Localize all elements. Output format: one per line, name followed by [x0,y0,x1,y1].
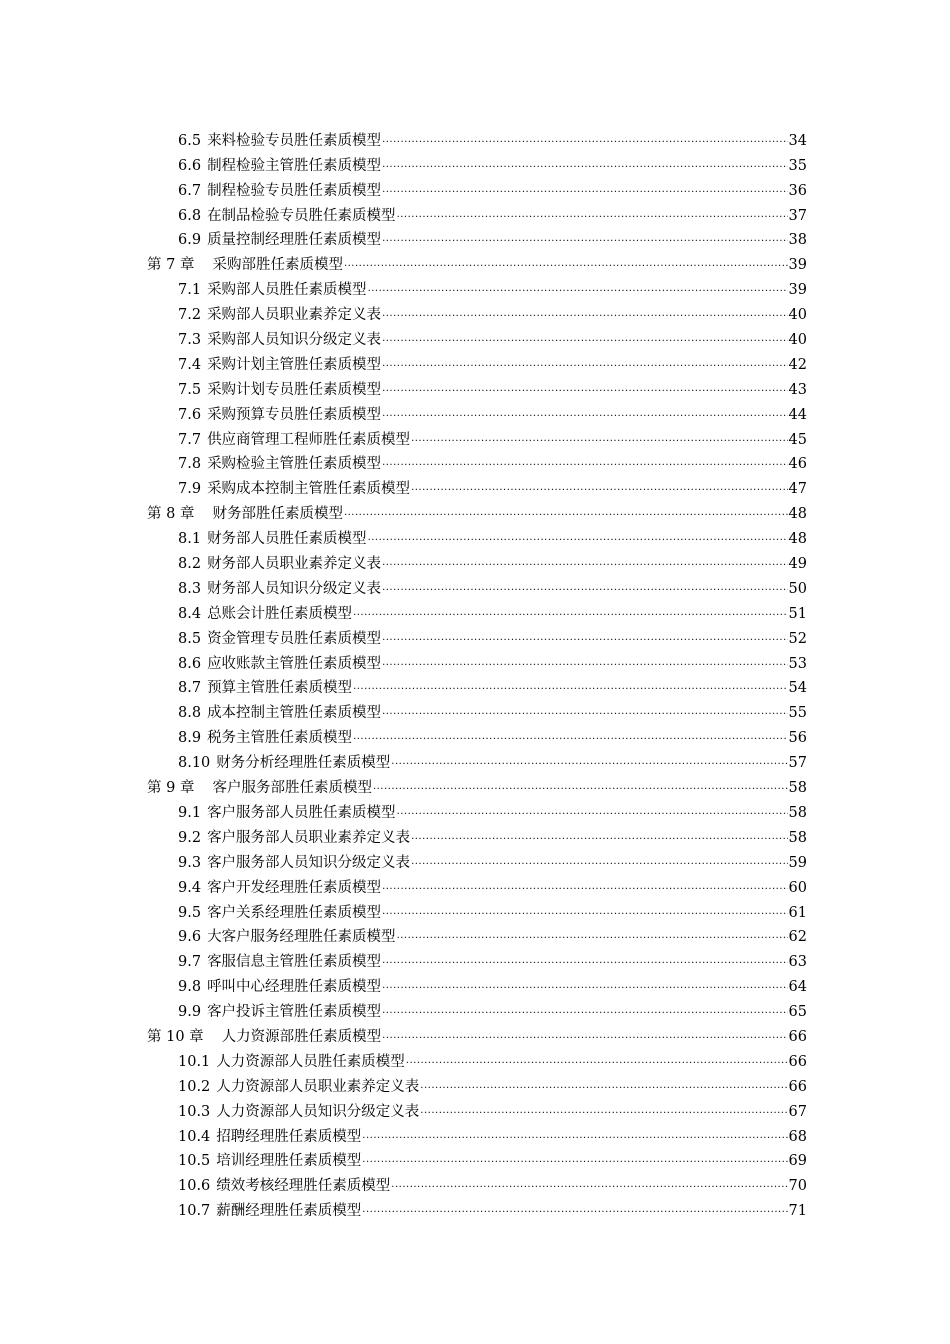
toc-entry-number: 9.7 [178,954,202,971]
toc-section-entry[interactable] [147,623,807,648]
toc-dot-leader [411,830,787,844]
toc-dot-leader [391,1178,787,1192]
toc-entry-title: 财务分析经理胜任素质模型 [216,755,391,772]
toc-entry-title: 采购预算专员胜任素质模型 [207,406,382,423]
toc-section-entry[interactable] [147,573,807,598]
toc-entry-page-number: 62 [788,929,807,946]
toc-entry-title: 税务主管胜任素质模型 [207,730,353,747]
toc-section-entry[interactable] [147,1046,807,1071]
toc-dot-leader [353,730,787,744]
toc-entry-page-number: 50 [788,580,807,597]
toc-section-entry[interactable] [147,722,807,747]
toc-entry-title: 采购计划主管胜任素质模型 [207,356,382,373]
toc-entry-page-number: 58 [788,780,807,797]
toc-entry-title: 客户开发经理胜任素质模型 [207,879,382,896]
toc-entry-number: 6.5 [178,132,202,149]
toc-entry-page-number: 44 [788,406,807,423]
toc-dot-leader [344,506,788,520]
toc-entry-number: 7.3 [178,332,202,349]
toc-entry-page-number: 68 [788,1128,807,1145]
toc-section-entry[interactable] [147,523,807,548]
toc-chapter-entry[interactable] [147,1021,807,1046]
toc-entry-page-number: 66 [788,1078,807,1095]
toc-dot-leader [382,954,787,968]
toc-section-entry[interactable] [147,847,807,872]
toc-dot-leader [368,531,788,545]
toc-entry-page-number: 40 [788,307,807,324]
toc-dot-leader [373,780,788,794]
toc-entry-page-number: 37 [788,207,807,224]
toc-dot-leader [353,606,787,620]
toc-entry-number: 9.3 [178,854,202,871]
toc-section-entry[interactable] [147,399,807,424]
toc-entry-number: 10.2 [178,1078,211,1095]
toc-entry-number: 8.6 [178,655,202,672]
toc-chapter-entry[interactable] [147,249,807,274]
toc-dot-leader [382,705,787,719]
toc-section-entry[interactable] [147,225,807,250]
toc-entry-number: 7.2 [178,307,202,324]
toc-section-entry[interactable] [147,374,807,399]
toc-entry-page-number: 40 [788,332,807,349]
toc-entry-number: 8.10 [178,755,211,772]
toc-entry-number: 10.7 [178,1203,211,1220]
toc-entry-page-number: 46 [788,456,807,473]
toc-entry-title: 采购部胜任素质模型 [212,257,343,274]
toc-entry-number: 9.9 [178,1004,202,1021]
toc-entry-page-number: 35 [788,157,807,174]
toc-entry-number: 第 10 章 [147,1028,204,1045]
toc-dot-leader [382,656,787,670]
toc-entry-number: 10.1 [178,1053,211,1070]
toc-dot-leader [344,257,788,271]
toc-entry-page-number: 58 [788,804,807,821]
toc-entry-page-number: 51 [788,605,807,622]
toc-entry-page-number: 42 [788,356,807,373]
toc-dot-leader [382,183,787,197]
toc-entry-page-number: 58 [788,829,807,846]
toc-section-entry[interactable] [147,175,807,200]
toc-entry-page-number: 34 [788,132,807,149]
toc-entry-page-number: 59 [788,854,807,871]
toc-dot-leader [382,556,787,570]
toc-entry-title: 质量控制经理胜任素质模型 [207,232,382,249]
toc-entry-title: 绩效考核经理胜任素质模型 [216,1178,391,1195]
toc-dot-leader [382,1004,787,1018]
toc-entry-page-number: 52 [788,630,807,647]
toc-section-entry[interactable] [147,1121,807,1146]
toc-entry-page-number: 67 [788,1103,807,1120]
toc-entry-title: 采购计划专员胜任素质模型 [207,381,382,398]
toc-section-entry[interactable] [147,797,807,822]
toc-dot-leader [368,282,788,296]
toc-chapter-entry[interactable] [147,772,807,797]
toc-entry-page-number: 38 [788,232,807,249]
toc-entry-title: 制程检验主管胜任素质模型 [207,157,382,174]
toc-entry-number: 7.4 [178,356,202,373]
toc-entry-title: 客户服务部人员职业素养定义表 [207,829,411,846]
toc-chapter-entry[interactable] [147,498,807,523]
toc-entry-page-number: 54 [788,680,807,697]
toc-entry-number: 10.6 [178,1178,211,1195]
toc-entry-number: 6.6 [178,157,202,174]
toc-entry-page-number: 55 [788,705,807,722]
toc-section-entry[interactable] [147,1071,807,1096]
toc-entry-title: 资金管理专员胜任素质模型 [207,630,382,647]
toc-entry-page-number: 53 [788,655,807,672]
toc-dot-leader [420,1079,787,1093]
toc-entry-page-number: 56 [788,730,807,747]
toc-entry-title: 大客户服务经理胜任素质模型 [207,929,396,946]
toc-entry-title: 供应商管理工程师胜任素质模型 [207,431,411,448]
toc-dot-leader [382,133,787,147]
toc-section-entry[interactable] [147,897,807,922]
toc-entry-page-number: 71 [788,1203,807,1220]
toc-entry-page-number: 39 [788,257,807,274]
toc-entry-title: 呼叫中心经理胜任素质模型 [207,979,382,996]
toc-entry-number: 第 8 章 [147,506,195,523]
toc-section-entry[interactable] [147,598,807,623]
toc-section-entry[interactable] [147,473,807,498]
toc-section-entry[interactable] [147,324,807,349]
toc-dot-leader [397,929,788,943]
toc-entry-number: 7.6 [178,406,202,423]
toc-entry-page-number: 39 [788,282,807,299]
toc-dot-leader [382,456,787,470]
toc-section-entry[interactable] [147,747,807,772]
toc-entry-number: 10.3 [178,1103,211,1120]
toc-entry-title: 招聘经理胜任素质模型 [216,1128,362,1145]
toc-section-entry[interactable] [147,1170,807,1195]
toc-entry-number: 10.4 [178,1128,211,1145]
toc-entry-number: 7.9 [178,481,202,498]
toc-section-entry[interactable] [147,697,807,722]
toc-entry-number: 7.1 [178,282,202,299]
toc-entry-number: 8.1 [178,531,202,548]
toc-section-entry[interactable] [147,971,807,996]
toc-dot-leader [411,481,787,495]
toc-dot-leader [382,1029,787,1043]
toc-entry-number: 8.7 [178,680,202,697]
toc-section-entry[interactable] [147,673,807,698]
toc-entry-page-number: 48 [788,531,807,548]
toc-entry-number: 8.8 [178,705,202,722]
toc-section-entry[interactable] [147,299,807,324]
toc-entry-number: 9.2 [178,829,202,846]
toc-entry-number: 9.6 [178,929,202,946]
toc-entry-page-number: 49 [788,556,807,573]
toc-entry-number: 6.7 [178,182,202,199]
toc-entry-title: 财务部人员知识分级定义表 [207,580,382,597]
toc-entry-title: 客户关系经理胜任素质模型 [207,904,382,921]
toc-entry-page-number: 47 [788,481,807,498]
toc-section-entry[interactable] [147,424,807,449]
toc-section-entry[interactable] [147,922,807,947]
toc-entry-title: 采购部人员胜任素质模型 [207,282,367,299]
toc-dot-leader [382,631,787,645]
toc-entry-title: 在制品检验专员胜任素质模型 [207,207,396,224]
toc-entry-number: 6.9 [178,232,202,249]
toc-entry-number: 9.5 [178,904,202,921]
toc-entry-title: 总账会计胜任素质模型 [207,605,353,622]
toc-entry-title: 培训经理胜任素质模型 [216,1153,362,1170]
toc-entry-title: 财务部人员胜任素质模型 [207,531,367,548]
toc-entry-number: 9.8 [178,979,202,996]
toc-entry-page-number: 70 [788,1178,807,1195]
toc-entry-page-number: 43 [788,381,807,398]
toc-section-entry[interactable] [147,150,807,175]
toc-entry-title: 客户服务部胜任素质模型 [212,780,372,797]
toc-dot-leader [391,755,787,769]
toc-entry-page-number: 66 [788,1053,807,1070]
toc-entry-title: 采购检验主管胜任素质模型 [207,456,382,473]
toc-dot-leader [382,905,787,919]
toc-section-entry[interactable] [147,872,807,897]
toc-entry-title: 人力资源部人员胜任素质模型 [216,1053,405,1070]
toc-entry-number: 8.2 [178,556,202,573]
toc-dot-leader [397,805,788,819]
toc-entry-number: 9.4 [178,879,202,896]
toc-dot-leader [382,581,787,595]
toc-entry-number: 8.3 [178,580,202,597]
toc-entry-title: 人力资源部人员知识分级定义表 [216,1103,420,1120]
toc-section-entry[interactable] [147,996,807,1021]
table-of-contents [147,125,807,1220]
toc-entry-number: 第 9 章 [147,780,195,797]
toc-entry-number: 6.8 [178,207,202,224]
toc-entry-title: 客户投诉主管胜任素质模型 [207,1004,382,1021]
toc-entry-title: 客服信息主管胜任素质模型 [207,954,382,971]
toc-dot-leader [382,158,787,172]
toc-section-entry[interactable] [147,548,807,573]
toc-entry-title: 采购成本控制主管胜任素质模型 [207,481,411,498]
toc-entry-title: 预算主管胜任素质模型 [207,680,353,697]
toc-dot-leader [382,357,787,371]
toc-dot-leader [362,1153,787,1167]
toc-dot-leader [406,1054,788,1068]
toc-section-entry[interactable] [147,648,807,673]
toc-dot-leader [397,208,788,222]
toc-entry-title: 来料检验专员胜任素质模型 [207,132,382,149]
toc-entry-title: 采购部人员知识分级定义表 [207,332,382,349]
toc-dot-leader [353,680,787,694]
toc-entry-number: 第 7 章 [147,257,195,274]
toc-entry-number: 9.1 [178,804,202,821]
toc-entry-number: 7.7 [178,431,202,448]
toc-entry-title: 采购部人员职业素养定义表 [207,307,382,324]
toc-entry-title: 成本控制主管胜任素质模型 [207,705,382,722]
toc-entry-number: 8.5 [178,630,202,647]
toc-section-entry[interactable] [147,946,807,971]
toc-entry-title: 薪酬经理胜任素质模型 [216,1203,362,1220]
toc-entry-title: 应收账款主管胜任素质模型 [207,655,382,672]
toc-dot-leader [382,307,787,321]
toc-entry-title: 财务部胜任素质模型 [212,506,343,523]
toc-section-entry[interactable] [147,274,807,299]
toc-entry-page-number: 57 [788,755,807,772]
toc-section-entry[interactable] [147,349,807,374]
toc-entry-title: 财务部人员职业素养定义表 [207,556,382,573]
toc-dot-leader [362,1203,787,1217]
toc-entry-page-number: 69 [788,1153,807,1170]
toc-entry-number: 10.5 [178,1153,211,1170]
toc-dot-leader [382,979,787,993]
toc-section-entry[interactable] [147,822,807,847]
toc-section-entry[interactable] [147,449,807,474]
toc-entry-page-number: 65 [788,1004,807,1021]
toc-entry-page-number: 64 [788,979,807,996]
toc-dot-leader [382,382,787,396]
toc-dot-leader [382,880,787,894]
toc-entry-page-number: 60 [788,879,807,896]
toc-entry-number: 7.8 [178,456,202,473]
toc-dot-leader [411,432,787,446]
toc-section-entry[interactable] [147,1146,807,1171]
toc-entry-page-number: 45 [788,431,807,448]
toc-section-entry[interactable] [147,1096,807,1121]
toc-entry-page-number: 66 [788,1028,807,1045]
toc-entry-title: 客户服务部人员胜任素质模型 [207,804,396,821]
toc-section-entry[interactable] [147,1195,807,1220]
toc-dot-leader [382,332,787,346]
toc-entry-title: 人力资源部人员职业素养定义表 [216,1078,420,1095]
toc-section-entry[interactable] [147,200,807,225]
toc-dot-leader [420,1104,787,1118]
toc-entry-title: 客户服务部人员知识分级定义表 [207,854,411,871]
toc-dot-leader [362,1129,787,1143]
toc-dot-leader [411,855,787,869]
toc-entry-page-number: 36 [788,182,807,199]
toc-entry-title: 制程检验专员胜任素质模型 [207,182,382,199]
toc-section-entry[interactable] [147,125,807,150]
toc-entry-page-number: 61 [788,904,807,921]
toc-entry-number: 8.4 [178,605,202,622]
toc-entry-page-number: 63 [788,954,807,971]
toc-entry-title: 人力资源部胜任素质模型 [221,1028,382,1045]
toc-entry-page-number: 48 [788,506,807,523]
toc-entry-number: 7.5 [178,381,202,398]
toc-dot-leader [382,232,787,246]
toc-dot-leader [382,407,787,421]
toc-entry-number: 8.9 [178,730,202,747]
